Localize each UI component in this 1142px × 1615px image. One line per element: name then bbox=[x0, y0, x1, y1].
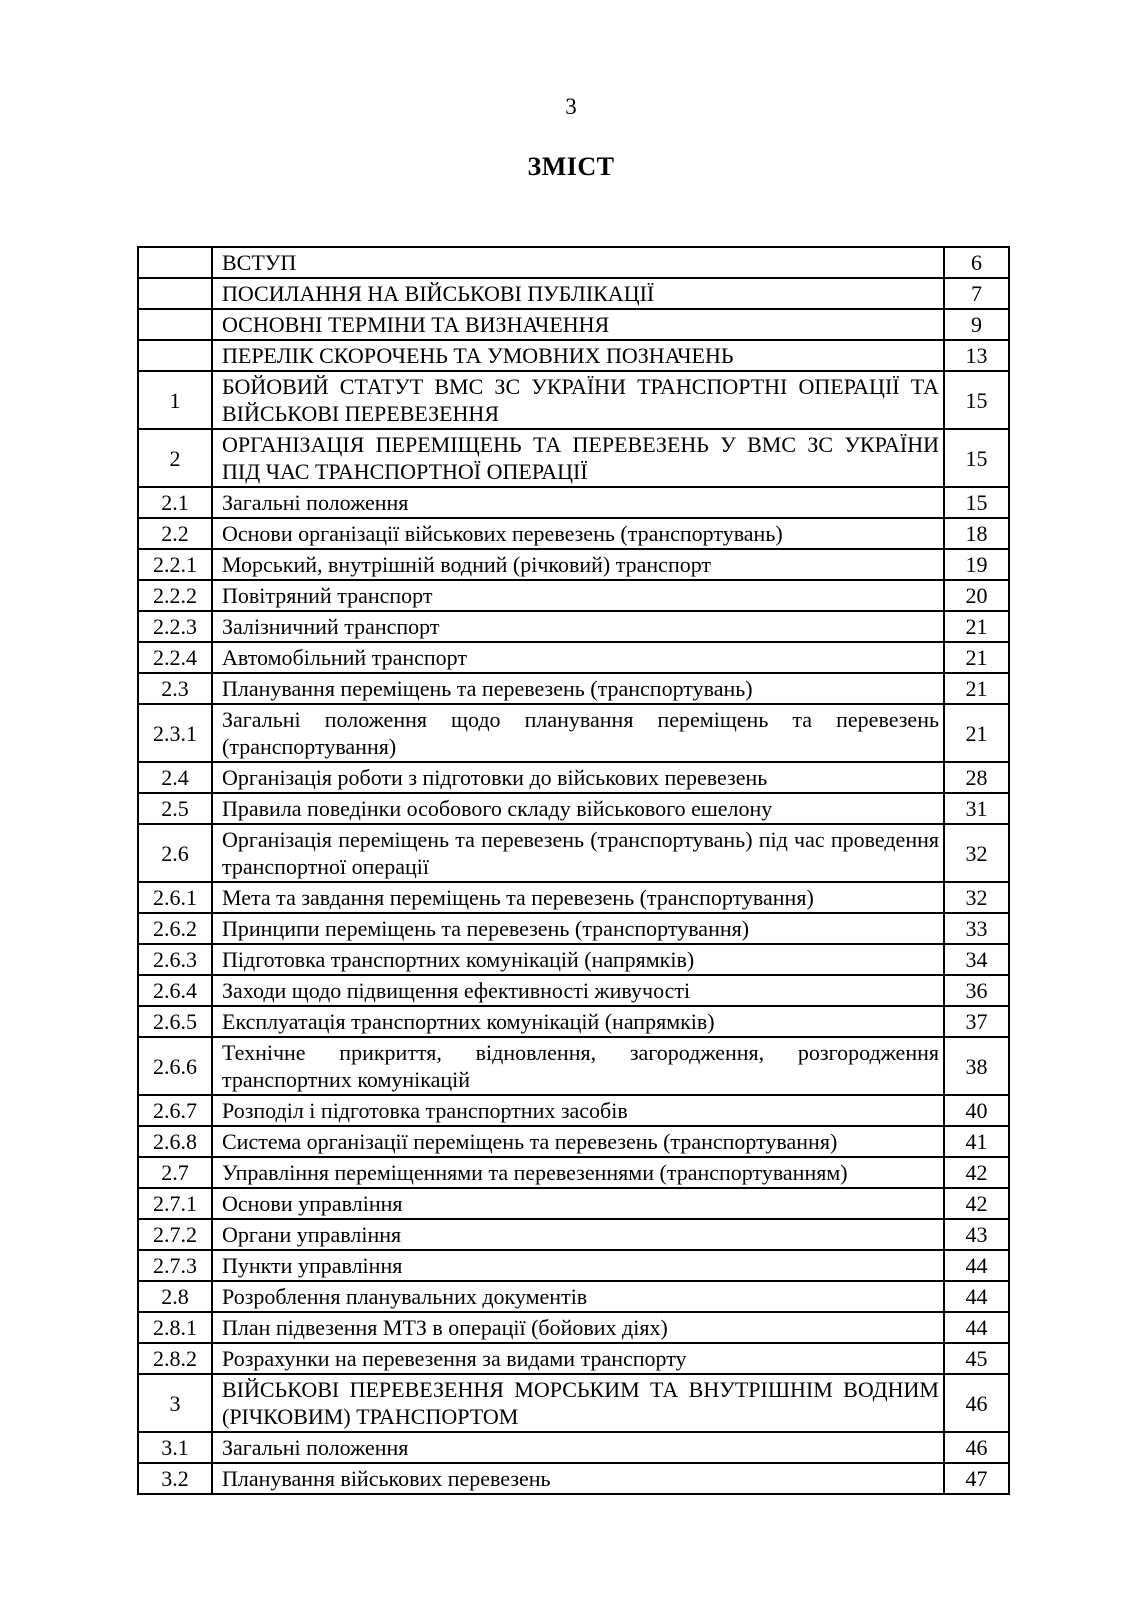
toc-row-title: Система організації переміщень та перевезень (транспортування) bbox=[212, 1126, 944, 1157]
toc-row-section-number: 2.6.2 bbox=[138, 913, 212, 944]
toc-row-section-number: 2.8 bbox=[138, 1281, 212, 1312]
toc-row bbox=[138, 1250, 1009, 1281]
toc-row-page-number: 45 bbox=[944, 1343, 1009, 1374]
toc-row-page-number: 28 bbox=[944, 762, 1009, 793]
toc-row-section-number: 2.2.3 bbox=[138, 611, 212, 642]
toc-row bbox=[138, 1157, 1009, 1188]
toc-row-section-number: 2.6.8 bbox=[138, 1126, 212, 1157]
toc-row-title: Залізничний транспорт bbox=[212, 611, 944, 642]
toc-row-section-number: 2.3 bbox=[138, 673, 212, 704]
toc-row bbox=[138, 1219, 1009, 1250]
toc-row-section-number: 2.6.5 bbox=[138, 1006, 212, 1037]
toc-row-page-number: 41 bbox=[944, 1126, 1009, 1157]
toc-row-page-number: 15 bbox=[944, 371, 1009, 429]
toc-row-section-number: 2.2.1 bbox=[138, 549, 212, 580]
toc-row-title: Органи управління bbox=[212, 1219, 944, 1250]
toc-row bbox=[138, 1006, 1009, 1037]
toc-row bbox=[138, 580, 1009, 611]
toc-row bbox=[138, 487, 1009, 518]
toc-row bbox=[138, 549, 1009, 580]
toc-row-page-number: 36 bbox=[944, 975, 1009, 1006]
toc-row-page-number: 6 bbox=[944, 247, 1009, 278]
toc-row-page-number: 31 bbox=[944, 793, 1009, 824]
toc-row-title: ВІЙСЬКОВІ ПЕРЕВЕЗЕННЯ МОРСЬКИМ ТА ВНУТРІШНІМ ВОДНИМ (РІЧКОВИМ) ТРАНСПОРТОМ bbox=[212, 1374, 944, 1432]
toc-row bbox=[138, 824, 1009, 882]
toc-row-section-number: 2.6.7 bbox=[138, 1095, 212, 1126]
toc-row bbox=[138, 1188, 1009, 1219]
toc-row bbox=[138, 1312, 1009, 1343]
page-number: 3 bbox=[565, 94, 577, 119]
toc-row-section-number: 2.6.3 bbox=[138, 944, 212, 975]
toc-row-section-number bbox=[138, 309, 212, 340]
toc-row-title: ОСНОВНІ ТЕРМІНИ ТА ВИЗНАЧЕННЯ bbox=[212, 309, 944, 340]
toc-row-page-number: 37 bbox=[944, 1006, 1009, 1037]
toc-row bbox=[138, 704, 1009, 762]
toc-row-section-number: 2 bbox=[138, 429, 212, 487]
toc-row-title: Організація роботи з підготовки до військових перевезень bbox=[212, 762, 944, 793]
toc-row-section-number: 2.8.1 bbox=[138, 1312, 212, 1343]
page-title: ЗМІСТ bbox=[527, 152, 615, 181]
toc-row-title: Принципи переміщень та перевезень (транспортування) bbox=[212, 913, 944, 944]
toc-row-title: Основи управління bbox=[212, 1188, 944, 1219]
toc-row-title: Технічне прикриття, відновлення, загородження, розгородження транспортних комунікацій bbox=[212, 1037, 944, 1095]
toc-row-section-number: 2.2.2 bbox=[138, 580, 212, 611]
toc-row bbox=[138, 673, 1009, 704]
toc-row bbox=[138, 1374, 1009, 1432]
toc-row bbox=[138, 975, 1009, 1006]
toc-row-page-number: 46 bbox=[944, 1432, 1009, 1463]
toc-row-page-number: 34 bbox=[944, 944, 1009, 975]
toc-row-title: Мета та завдання переміщень та перевезень (транспортування) bbox=[212, 882, 944, 913]
toc-row-title: Морський, внутрішній водний (річковий) транспорт bbox=[212, 549, 944, 580]
toc-row-section-number: 2.5 bbox=[138, 793, 212, 824]
toc-row-section-number: 2.6.1 bbox=[138, 882, 212, 913]
toc-row-page-number: 46 bbox=[944, 1374, 1009, 1432]
toc-row-section-number: 2.7.2 bbox=[138, 1219, 212, 1250]
toc-row-page-number: 40 bbox=[944, 1095, 1009, 1126]
toc-row-section-number: 3.2 bbox=[138, 1463, 212, 1494]
toc-row bbox=[138, 611, 1009, 642]
toc-row-title: Планування переміщень та перевезень (транспортувань) bbox=[212, 673, 944, 704]
toc-row-section-number bbox=[138, 340, 212, 371]
toc-row-section-number bbox=[138, 278, 212, 309]
toc-row-section-number: 3 bbox=[138, 1374, 212, 1432]
toc-row-title: Автомобільний транспорт bbox=[212, 642, 944, 673]
toc-row bbox=[138, 1126, 1009, 1157]
toc-row-title: Загальні положення bbox=[212, 1432, 944, 1463]
toc-row-page-number: 21 bbox=[944, 611, 1009, 642]
toc-row-page-number: 21 bbox=[944, 704, 1009, 762]
toc-row-title: Повітряний транспорт bbox=[212, 580, 944, 611]
toc-row-section-number: 3.1 bbox=[138, 1432, 212, 1463]
toc-row-title: Загальні положення bbox=[212, 487, 944, 518]
toc-row-page-number: 32 bbox=[944, 824, 1009, 882]
toc-row-section-number: 2.4 bbox=[138, 762, 212, 793]
toc-row-page-number: 19 bbox=[944, 549, 1009, 580]
toc-row bbox=[138, 1343, 1009, 1374]
toc-row-title: Розподіл і підготовка транспортних засобів bbox=[212, 1095, 944, 1126]
toc-row-title: ОРГАНІЗАЦІЯ ПЕРЕМІЩЕНЬ ТА ПЕРЕВЕЗЕНЬ У ВМС ЗС УКРАЇНИ ПІД ЧАС ТРАНСПОРТНОЇ ОПЕРАЦІЇ bbox=[212, 429, 944, 487]
toc-row-section-number: 1 bbox=[138, 371, 212, 429]
toc-row-page-number: 18 bbox=[944, 518, 1009, 549]
toc-row-section-number: 2.2 bbox=[138, 518, 212, 549]
toc-row-title: ВСТУП bbox=[212, 247, 944, 278]
toc-row bbox=[138, 518, 1009, 549]
toc-row bbox=[138, 278, 1009, 309]
toc-row-title: Розрахунки на перевезення за видами транспорту bbox=[212, 1343, 944, 1374]
toc-body bbox=[138, 247, 1009, 1494]
toc-row-title: План підвезення МТЗ в операції (бойових діях) bbox=[212, 1312, 944, 1343]
toc-row-section-number: 2.7 bbox=[138, 1157, 212, 1188]
toc-row-title: Заходи щодо підвищення ефективності живучості bbox=[212, 975, 944, 1006]
toc-row-section-number: 2.8.2 bbox=[138, 1343, 212, 1374]
toc-row bbox=[138, 429, 1009, 487]
toc-row-section-number: 2.3.1 bbox=[138, 704, 212, 762]
toc-row bbox=[138, 944, 1009, 975]
toc-row-section-number: 2.6.4 bbox=[138, 975, 212, 1006]
toc-row-title: Основи організації військових перевезень (транспортувань) bbox=[212, 518, 944, 549]
toc-row-title: Розроблення планувальних документів bbox=[212, 1281, 944, 1312]
toc-row-section-number: 2.6.6 bbox=[138, 1037, 212, 1095]
toc-row-page-number: 32 bbox=[944, 882, 1009, 913]
toc-row bbox=[138, 913, 1009, 944]
toc-row-title: Загальні положення щодо планування переміщень та перевезень (транспортування) bbox=[212, 704, 944, 762]
toc-row bbox=[138, 1432, 1009, 1463]
toc-row-title: Підготовка транспортних комунікацій (напрямків) bbox=[212, 944, 944, 975]
toc-row bbox=[138, 762, 1009, 793]
toc-row-section-number bbox=[138, 247, 212, 278]
toc-row-page-number: 47 bbox=[944, 1463, 1009, 1494]
toc-row-page-number: 13 bbox=[944, 340, 1009, 371]
toc-row-title: Планування військових перевезень bbox=[212, 1463, 944, 1494]
toc-row-section-number: 2.6 bbox=[138, 824, 212, 882]
toc-row-page-number: 42 bbox=[944, 1157, 1009, 1188]
toc-row bbox=[138, 309, 1009, 340]
toc-row-page-number: 43 bbox=[944, 1219, 1009, 1250]
toc-row-page-number: 9 bbox=[944, 309, 1009, 340]
toc-row bbox=[138, 1037, 1009, 1095]
toc-row bbox=[138, 642, 1009, 673]
toc-row-page-number: 44 bbox=[944, 1250, 1009, 1281]
toc-row bbox=[138, 1463, 1009, 1494]
toc-row-page-number: 38 bbox=[944, 1037, 1009, 1095]
toc-row-page-number: 21 bbox=[944, 673, 1009, 704]
toc-row-page-number: 33 bbox=[944, 913, 1009, 944]
toc-row-title: Пункти управління bbox=[212, 1250, 944, 1281]
toc-row bbox=[138, 371, 1009, 429]
toc-row-title: Правила поведінки особового складу військового ешелону bbox=[212, 793, 944, 824]
toc-row-page-number: 15 bbox=[944, 429, 1009, 487]
toc-row-page-number: 44 bbox=[944, 1312, 1009, 1343]
toc-row-title: ПЕРЕЛІК СКОРОЧЕНЬ ТА УМОВНИХ ПОЗНАЧЕНЬ bbox=[212, 340, 944, 371]
toc-row bbox=[138, 1281, 1009, 1312]
toc-row-title: ПОСИЛАННЯ НА ВІЙСЬКОВІ ПУБЛІКАЦІЇ bbox=[212, 278, 944, 309]
toc-row-section-number: 2.7.1 bbox=[138, 1188, 212, 1219]
toc-row-section-number: 2.1 bbox=[138, 487, 212, 518]
toc-row-title: Організація переміщень та перевезень (транспортувань) під час проведення транспортної операції bbox=[212, 824, 944, 882]
toc-table bbox=[137, 246, 1010, 1495]
toc-row-page-number: 20 bbox=[944, 580, 1009, 611]
toc-row-title: Управління переміщеннями та перевезеннями (транспортуванням) bbox=[212, 1157, 944, 1188]
toc-row-section-number: 2.2.4 bbox=[138, 642, 212, 673]
toc-row-page-number: 42 bbox=[944, 1188, 1009, 1219]
toc-row bbox=[138, 247, 1009, 278]
toc-row-title: Експлуатація транспортних комунікацій (напрямків) bbox=[212, 1006, 944, 1037]
toc-row-page-number: 7 bbox=[944, 278, 1009, 309]
toc-row-page-number: 15 bbox=[944, 487, 1009, 518]
toc-row bbox=[138, 882, 1009, 913]
toc-row-section-number: 2.7.3 bbox=[138, 1250, 212, 1281]
toc-row bbox=[138, 1095, 1009, 1126]
toc-row-title: БОЙОВИЙ СТАТУТ ВМС ЗС УКРАЇНИ ТРАНСПОРТНІ ОПЕРАЦІЇ ТА ВІЙСЬКОВІ ПЕРЕВЕЗЕННЯ bbox=[212, 371, 944, 429]
toc-row bbox=[138, 793, 1009, 824]
toc-row-page-number: 21 bbox=[944, 642, 1009, 673]
toc-row bbox=[138, 340, 1009, 371]
toc-row-page-number: 44 bbox=[944, 1281, 1009, 1312]
